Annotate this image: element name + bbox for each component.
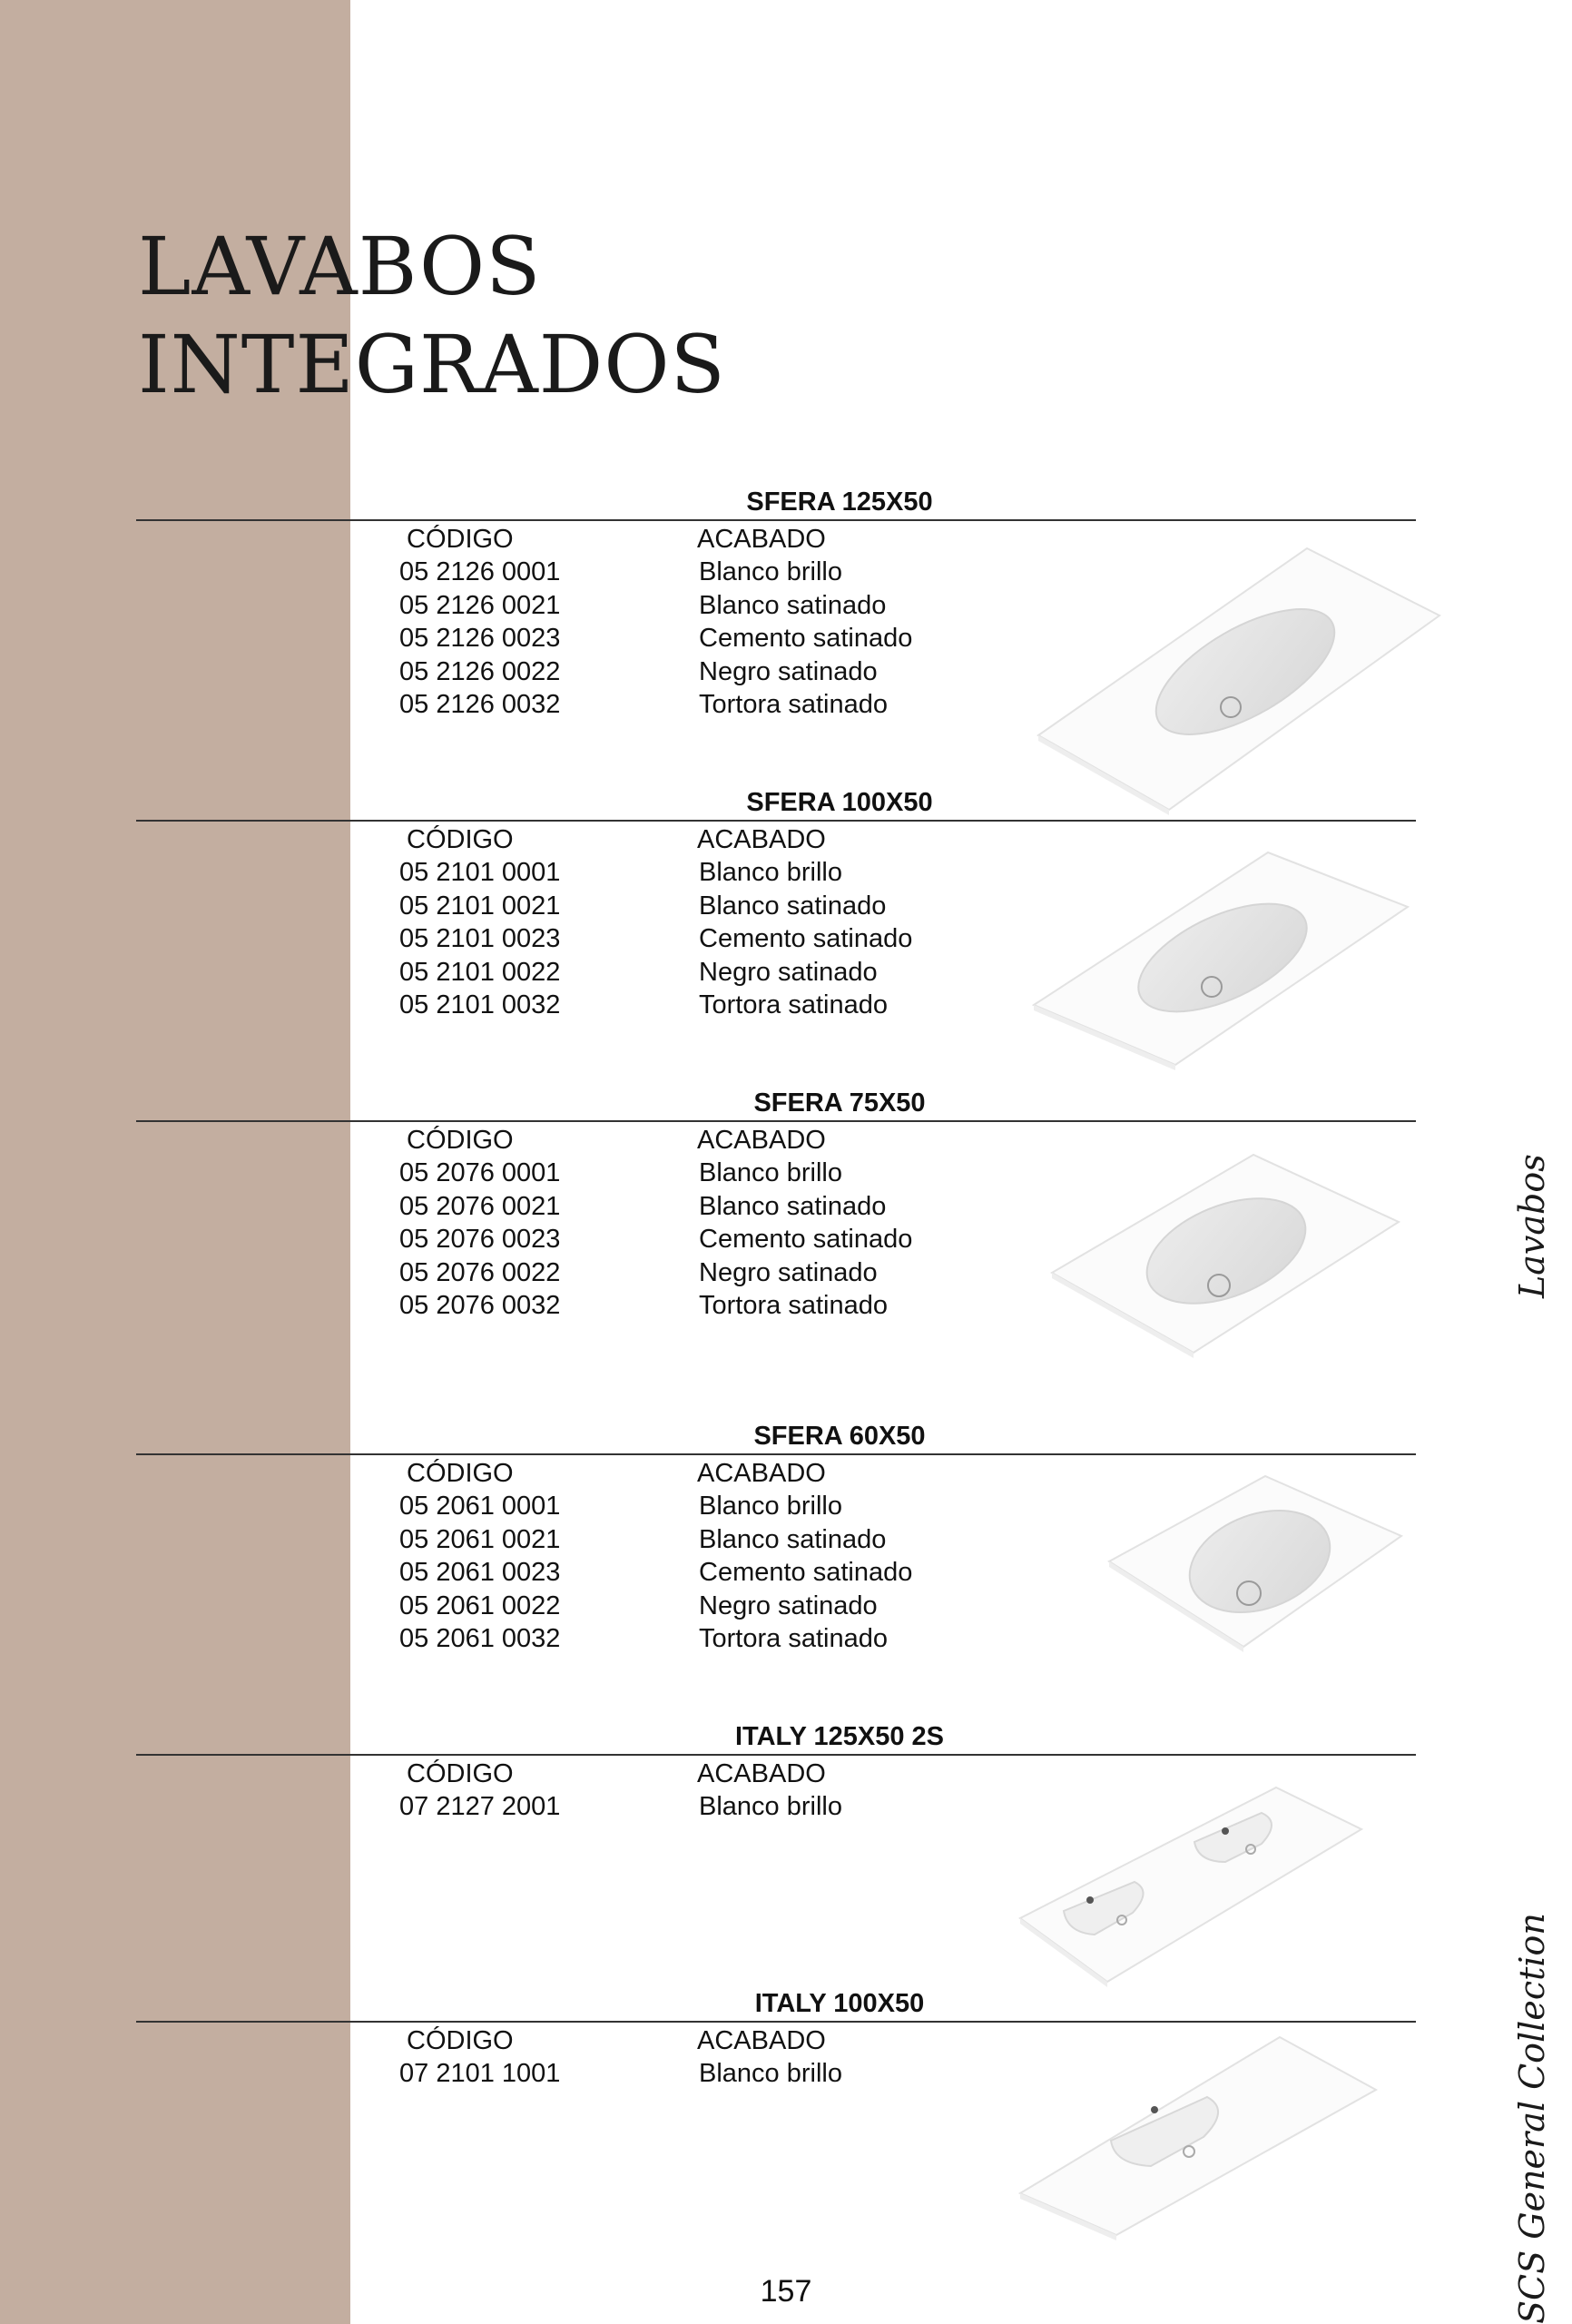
product-finish: Blanco satinado [699, 590, 887, 620]
code-column-header: CÓDIGO [407, 2026, 514, 2055]
product-code: 05 2126 0023 [399, 624, 561, 653]
product-code: 05 2061 0032 [399, 1624, 561, 1653]
product-finish: Blanco satinado [699, 1191, 887, 1221]
product-code: 05 2101 0023 [399, 924, 561, 953]
section-title: SFERA 60X50 [753, 1422, 926, 1451]
product-finish: Tortora satinado [699, 1291, 888, 1320]
product-code: 05 2101 0021 [399, 891, 561, 921]
section-divider [136, 820, 1416, 822]
product-finish: Tortora satinado [699, 690, 888, 719]
product-code: 05 2126 0021 [399, 590, 561, 620]
product-finish: Tortora satinado [699, 990, 888, 1019]
product-finish: Negro satinado [699, 957, 878, 987]
product-code: 05 2101 0032 [399, 990, 561, 1019]
product-code: 05 2126 0001 [399, 557, 561, 586]
code-column-header: CÓDIGO [407, 525, 514, 554]
washbasin-image-sfera-125x50 [1035, 545, 1443, 817]
product-code: 05 2076 0022 [399, 1257, 561, 1287]
finish-column-header: ACABADO [697, 2026, 826, 2055]
product-finish: Cemento satinado [699, 924, 913, 953]
finish-column-header: ACABADO [697, 525, 826, 554]
code-column-header: CÓDIGO [407, 1459, 514, 1488]
product-code: 05 2076 0032 [399, 1291, 561, 1320]
product-code: 05 2076 0023 [399, 1225, 561, 1254]
section-divider [136, 1453, 1416, 1455]
washbasin-image-italy-125x50-2s [1017, 1784, 1366, 1988]
product-code: 05 2061 0021 [399, 1524, 561, 1554]
product-code: 05 2061 0022 [399, 1590, 561, 1620]
product-finish: Blanco brillo [699, 858, 842, 887]
product-finish: Blanco brillo [699, 1492, 842, 1521]
product-finish: Blanco brillo [699, 1158, 842, 1187]
section-divider [136, 519, 1416, 521]
section-title: SFERA 125X50 [746, 487, 933, 517]
product-code: 05 2101 0022 [399, 957, 561, 987]
product-code: 05 2076 0021 [399, 1191, 561, 1221]
page-title-line-1: LAVABOS [138, 220, 542, 313]
page-number: 157 [760, 2274, 812, 2309]
product-code: 05 2061 0001 [399, 1492, 561, 1521]
finish-column-header: ACABADO [697, 825, 826, 854]
section-divider [136, 1754, 1416, 1756]
product-finish: Negro satinado [699, 1257, 878, 1287]
product-finish: Cemento satinado [699, 1225, 913, 1254]
product-finish: Cemento satinado [699, 1558, 913, 1587]
code-column-header: CÓDIGO [407, 1759, 514, 1788]
product-finish: Negro satinado [699, 656, 878, 686]
section-title: SFERA 75X50 [753, 1088, 926, 1118]
product-code: 05 2101 0001 [399, 858, 561, 887]
product-finish: Blanco satinado [699, 1524, 887, 1554]
page-title [138, 218, 726, 414]
section-title: ITALY 125X50 2S [734, 1722, 944, 1751]
product-finish: Blanco brillo [699, 1792, 842, 1821]
product-finish: Blanco brillo [699, 2059, 842, 2088]
product-code: 05 2076 0001 [399, 1158, 561, 1187]
section-divider [136, 2021, 1416, 2023]
washbasin-image-sfera-75x50 [1048, 1151, 1402, 1360]
product-finish: Blanco brillo [699, 557, 842, 586]
side-label-category: Lavabos [1512, 1154, 1552, 1298]
product-finish: Cemento satinado [699, 624, 913, 653]
finish-column-header: ACABADO [697, 1126, 826, 1155]
product-code: 05 2126 0022 [399, 656, 561, 686]
product-code: 05 2126 0032 [399, 690, 561, 719]
product-code: 07 2127 2001 [399, 1792, 561, 1821]
washbasin-image-sfera-60x50 [1105, 1472, 1405, 1654]
product-finish: Blanco satinado [699, 891, 887, 921]
section-title: ITALY 100X50 [754, 1989, 925, 2018]
washbasin-image-sfera-100x50 [1030, 849, 1411, 1071]
code-column-header: CÓDIGO [407, 825, 514, 854]
product-finish: Negro satinado [699, 1590, 878, 1620]
product-finish: Tortora satinado [699, 1624, 888, 1653]
section-divider [136, 1120, 1416, 1122]
finish-column-header: ACABADO [697, 1459, 826, 1488]
product-code: 05 2061 0023 [399, 1558, 561, 1587]
code-column-header: CÓDIGO [407, 1126, 514, 1155]
page-title-line-2: INTEGRADOS [138, 318, 726, 411]
product-code: 07 2101 1001 [399, 2059, 561, 2088]
washbasin-image-italy-100x50 [1017, 2034, 1380, 2242]
section-title: SFERA 100X50 [746, 788, 933, 817]
side-label-collection: SCS General Collection [1512, 1913, 1552, 2324]
finish-column-header: ACABADO [697, 1759, 826, 1788]
